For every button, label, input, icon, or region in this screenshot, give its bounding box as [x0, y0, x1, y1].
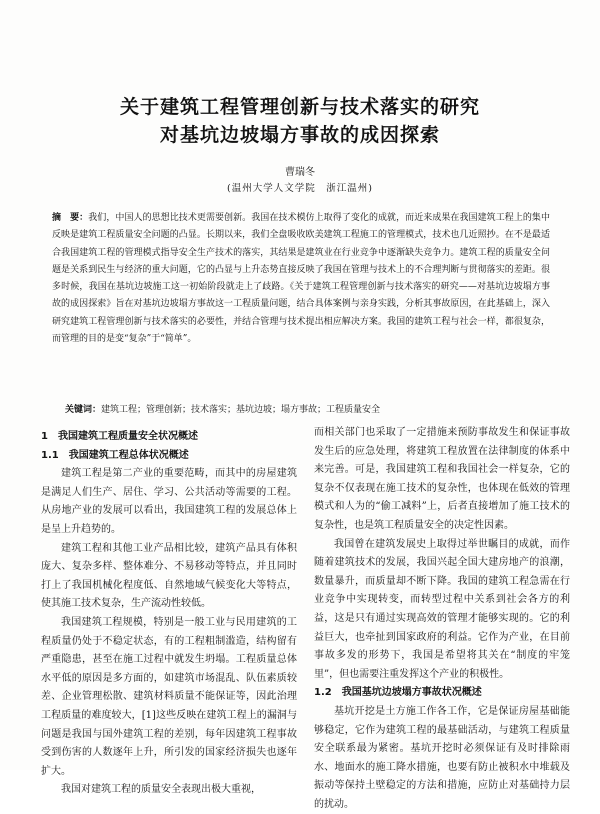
keywords-label: 关键词： [65, 405, 102, 415]
right-column [314, 424, 570, 814]
paragraph: 建筑工程和其他工业产品相比较，建筑产品具有体积庞大、复杂多样、整体难分、不易移动等特点，并且同时打上了我国机械化程度低、自然地域气候变化大等特点，使其施工技术复杂，生产流动性较低。 [41, 542, 297, 610]
section-1-2-heading: 1.2 我国基坑边坡塌方事故状况概述 [314, 687, 482, 699]
section-1-1-heading: 1.1 我国建筑工程总体状况概述 [41, 449, 189, 461]
paragraph: 基坑开挖是土方施工作各工作，它是保证房屋基础能够稳定，它作为建筑工程的最基础活动，与建筑工程质量安全联系最为紧密。基坑开挖时必须保证有及时排除雨水、地面水的施工降水措施，也要有防止被积水中堆载及振动等保持土壁稳定的方法和措施，应防止对基础持力层的扰动。 [314, 705, 570, 810]
author: 曹瑞冬 [285, 167, 315, 178]
abstract [52, 210, 550, 348]
affiliation: (温州大学人文学院 浙江温州) [227, 183, 373, 194]
paragraph: 而相关部门也采取了一定措施来预防事故发生和保证事故发生后的应急处理，将建筑工程放置在法律制度的体系中来完善。可是，我国建筑工程和我国社会一样复杂，它的复杂不仅表现在施工技术的复杂性，也体现在低效的管理模式和人为的“偷工减料”上，后者直接增加了施工技术的复杂性，也是筑工程质量安全的决定性因素。 [314, 427, 570, 531]
paragraph: 我国曾在建筑发展史上取得过举世瞩目的成就，而作随着建筑技术的发展，我国兴起全国大建房地产的浪潮，数量暴升，而质量却不断下降。我国的建筑工程急需在行业竞争中实现转变，而转型过程中关系到社会各方的利益，这是只有通过实现高效的管理才能够实现的。它的利益巨大，也牵扯到国家政府的利益。它作为产业，在目前事故多发的形势下，我国是希望将其关在“制度的牢笼里”，但也需要注重发挥这个产业的积极性。 [314, 538, 570, 680]
section-1-heading: 1 我国建筑工程质量安全状况概述 [41, 431, 198, 442]
abstract-label: 摘 要： [52, 213, 89, 223]
left-column [41, 428, 297, 800]
keywords-text: 建筑工程；管理创新；技术落实；基坑边坡；塌方事故；工程质量安全 [101, 405, 381, 415]
keywords [65, 402, 555, 415]
paragraph: 我国对建筑工程的质量安全表现出极大重视， [61, 784, 261, 796]
paragraph: 建筑工程是第二产业的重要范畴，而其中的房屋建筑是满足人们生产、居住、学习、公共活动等需要的工程。从房地产业的发展可以看出，我国建筑工程的发展总体上是呈上升趋势的。 [41, 468, 297, 535]
abstract-text: 我们，中国人的思想比技术更需要创新。我国在技术模仿上取得了变化的成就，而近来成果在我国建筑工程上的集中反映是建筑工程质量安全问题的凸显。长期以来，我们全盘吸收欧美建筑工程施工的管理模式，技术也几近照抄。在不是最适合我国建筑工程的管理模式指导安全生产技术的落实，其结果是建筑业在行业竞争中逐渐缺失竞争力。建筑工程的质量安全问题是关系到民生与经济的重大问题，它的凸显与上升态势直接反映了我国在管理与技术上的不合理判断与贯彻落实的差距。很多时候，我国在基坑边坡施工这一初始阶段就走上了歧路。《关于建筑工程管理创新与技术落实的研究——对基坑边坡塌方事故的成因探索》旨在对基坑边坡塌方事故这一工程质量问题，结合具体案例与亲身实践，分析其事故原因，在此基础上，深入研究建筑工程管理创新与技术落实的必要性，并结合管理与技术提出相应解决方案。我国的建筑工程与社会一样，都很复杂，而管理的目的是变“复杂”于“简单”。 [52, 213, 550, 345]
title-line-2: 对基坑边坡塌方事故的成因探索 [159, 124, 440, 146]
title-line-1: 关于建筑工程管理创新与技术落实的研究 [119, 96, 480, 118]
paragraph: 我国建筑工程规模，特别是一般工业与民用建筑的工程质量仍处于不稳定状态，有的工程粗制滥造，结构留有严重隐患，甚至在施工过程中就发生坍塌。工程质量总体水平低的原因是多方面的，如建筑市场混乱、队伍素质较差、企业管理松散、建筑材料质量不能保证等，因此治理工程质量的难度较大，[1]这些反映在建筑工程上的漏洞与问题是我国与国外建筑工程的差别，每年因建筑工程事故受到伤害的人数逐年上升，所引发的国家经济损失也逐年扩大。 [41, 616, 297, 777]
